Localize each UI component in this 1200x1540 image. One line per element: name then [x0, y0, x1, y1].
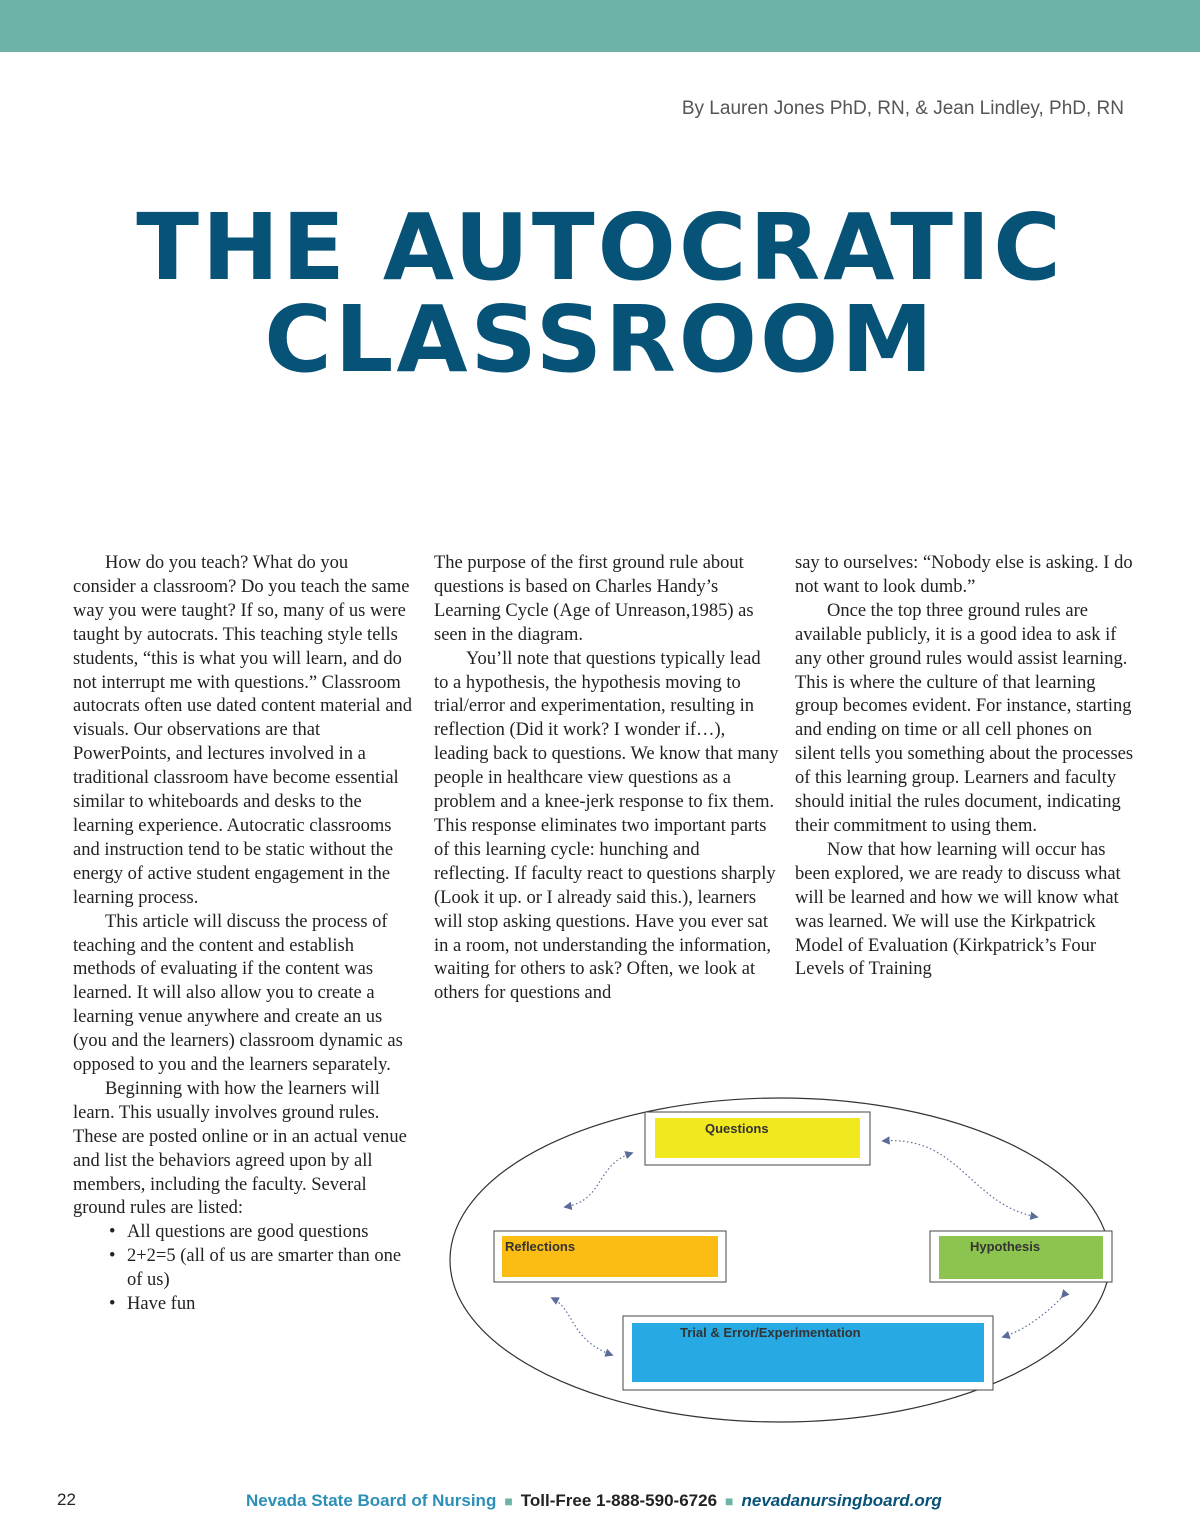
questions-node — [645, 1112, 870, 1165]
list-item: • All questions are good questions — [73, 1221, 413, 1245]
footer-phone: Toll-Free 1-888-590-6726 — [520, 1491, 718, 1510]
title-line-2: CLASSROOM — [264, 286, 936, 393]
paragraph: This article will discuss the process of teaching and the content and establish methods of evaluating if the content was learned. It will also allow you to create a learning venue anywhere and create an us (you and the learners) classroom dynamic as opposed to you and the learners separately. — [73, 911, 403, 1076]
footer-separator-icon: ■ — [725, 1493, 734, 1509]
questions-label: Questions — [705, 1121, 769, 1136]
reflections-label: Reflections — [505, 1239, 576, 1254]
arrow-hypothesis-trial — [1003, 1296, 1063, 1337]
page-footer — [0, 1490, 1200, 1514]
footer-separator-icon: ■ — [504, 1493, 513, 1509]
column-3 — [795, 552, 1135, 982]
paragraph: Now that how learning will occur has been explored, we are ready to discuss what will be learned and how we will know what was learned. We will use the Kirkpatrick Model of Evaluation (Kirkpatrick’s Four Levels of Training — [795, 839, 1121, 980]
paragraph: The purpose of the first ground rule about questions is based on Charles Handy’s Learning Cycle (Age of Unreason,1985) as seen in the diagram. — [434, 553, 754, 645]
page-number: 22 — [57, 1490, 76, 1509]
trial-node — [623, 1316, 993, 1390]
arrow-trial-reflections — [552, 1298, 612, 1355]
paragraph: You’ll note that questions typically lead to a hypothesis, the hypothesis moving to trial/error and experimentation, resulting in reflection (Did it work? I wonder if…), leading back to questions. We know that many people in healthcare view questions as a problem and a knee-jerk response to fix them. This response eliminates two important parts of this learning cycle: hunching and reflecting. If faculty react to questions sharply (Look it up. or I already said this.), learners will stop asking questions. Have you ever sat in a room, not understanding the information, waiting for others to ask? Often, we look at others for questions and — [434, 648, 779, 1004]
arrow-questions-hypothesis — [883, 1141, 1037, 1217]
hypothesis-node — [930, 1231, 1112, 1282]
paragraph: say to ourselves: “Nobody else is asking. I do not want to look dumb.” — [795, 553, 1133, 597]
byline: By Lauren Jones PhD, RN, & Jean Lindley, PhD, RN — [681, 98, 1124, 119]
hypothesis-label: Hypothesis — [970, 1239, 1041, 1254]
column-2 — [434, 552, 779, 1006]
header-band — [0, 0, 1200, 52]
trial-label: Trial & Error/Experimentation — [680, 1325, 861, 1340]
ground-rules-list — [73, 1221, 413, 1317]
footer-website-link[interactable]: nevadanursingboard.org — [741, 1491, 942, 1510]
arrow-questions-reflections — [565, 1153, 632, 1207]
article-title — [60, 194, 1140, 393]
list-item: • 2+2=5 (all of us are smarter than one of us) — [73, 1245, 413, 1293]
reflections-node — [494, 1231, 726, 1282]
title-line-1: THE AUTOCRATIC — [136, 194, 1064, 301]
paragraph: How do you teach? What do you consider a classroom? Do you teach the same way you were taught? If so, many of us were taught by autocrats. This teaching style tells students, “this is what you will learn, and do not interrupt me with questions.” Classroom autocrats often use dated content material and visuals. Our observations are that PowerPoints, and lectures involved in a traditional classroom have become essential similar to whiteboards and desks to the learning experience. Autocratic classrooms and instruction tend to be static without the energy of active student engagement in the learning process. — [73, 553, 413, 908]
footer-line — [246, 1491, 942, 1511]
column-1 — [73, 552, 413, 1317]
list-item: • Have fun — [73, 1293, 413, 1317]
paragraph: Beginning with how the learners will learn. This usually involves ground rules. These are posted online or in an actual venue and list the behaviors agreed upon by all members, including the faculty. Several ground rules are listed: — [73, 1078, 407, 1219]
paragraph: Once the top three ground rules are available publicly, it is a good idea to ask if any other ground rules would assist learning. This is where the culture of that learning group becomes evident. For instance, starting and ending on time or all cell phones on silent tells you something about the processes of this learning group. Learners and faculty should initial the rules document, indicating their commitment to using them. — [795, 600, 1134, 836]
footer-org: Nevada State Board of Nursing — [246, 1491, 497, 1510]
learning-cycle-diagram — [440, 1085, 1130, 1425]
